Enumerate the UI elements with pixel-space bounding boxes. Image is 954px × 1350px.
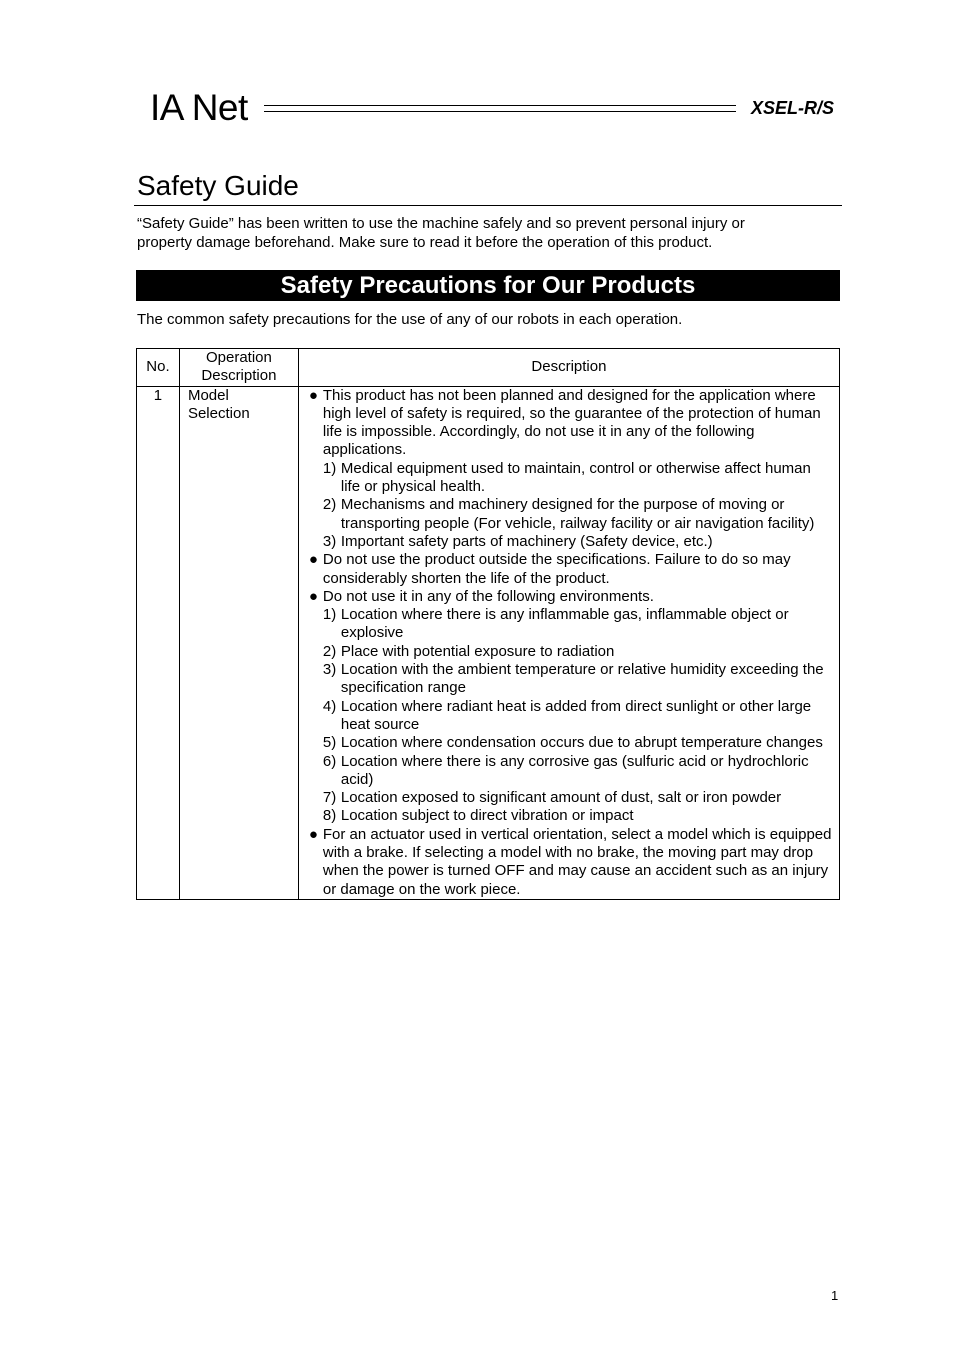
intro-paragraph <box>137 214 837 252</box>
item-text: Location where there is any corrosive gas (sulfuric acid or hydrochloric acid) <box>340 752 809 788</box>
item-number: 8) <box>322 807 337 825</box>
operation-line: Model <box>187 386 229 404</box>
row-number: 1 <box>137 386 180 899</box>
item-text: Location where radiant heat is added from direct sunlight or other large heat source <box>340 697 812 733</box>
header-description: Description <box>298 349 839 387</box>
bullet-icon: ● <box>308 587 318 605</box>
item-number: 3) <box>322 532 337 550</box>
header-operation-description <box>179 349 298 387</box>
numbered-item <box>309 698 833 735</box>
item-text: Place with potential exposure to radiation <box>340 642 615 660</box>
bullet-icon: ● <box>308 386 318 404</box>
header-op-line: Operation <box>205 349 272 366</box>
header-no: No. <box>137 349 180 387</box>
row-operation <box>179 386 298 899</box>
page-header <box>150 86 834 130</box>
table-row <box>137 386 840 899</box>
item-number: 2) <box>322 496 337 514</box>
item-number: 7) <box>322 789 337 807</box>
item-text: Location where there is any inflammable gas, inflammable object or explosive <box>340 606 789 642</box>
bullet-text: This product has not been planned and designed for the application where high level of safety is required, so the guarantee of the protection of human life is impossible. Accordingly, do not use it in any of the following applications. <box>322 386 821 459</box>
item-text: Location exposed to significant amount of dust, salt or iron powder <box>340 789 782 807</box>
bullet-text: Do not use it in any of the following environments. <box>322 587 654 605</box>
item-number: 4) <box>322 697 337 715</box>
model-name: XSEL-R/S <box>750 98 834 118</box>
item-number: 1) <box>322 459 337 477</box>
common-precautions-text: The common safety precautions for the use of any of our robots in each operation. <box>137 311 683 328</box>
section-title: Safety Guide <box>137 170 299 201</box>
numbered-item <box>309 643 833 661</box>
bullet-icon: ● <box>308 551 318 569</box>
intro-line: “Safety Guide” has been written to use the machine safely and so prevent personal injury or <box>137 215 745 232</box>
item-text: Location subject to direct vibration or impact <box>340 807 634 825</box>
bullet-item <box>309 826 833 899</box>
numbered-item <box>309 661 833 698</box>
numbered-item <box>309 460 833 497</box>
bullet-text: Do not use the product outside the specifications. Failure to do so may considerably shorten the life of the product. <box>322 551 791 587</box>
intro-line: property damage beforehand. Make sure to read it before the operation of this product. <box>137 234 713 251</box>
numbered-item <box>309 533 833 551</box>
operation-line: Selection <box>187 404 250 422</box>
numbered-item <box>309 807 833 825</box>
item-text: Mechanisms and machinery designed for the purpose of moving or transporting people (For vehicle, railway facility or air navigation facility) <box>340 496 815 532</box>
item-text: Important safety parts of machinery (Safety device, etc.) <box>340 532 713 550</box>
numbered-item <box>309 496 833 533</box>
item-number: 5) <box>322 734 337 752</box>
item-number: 1) <box>322 606 337 624</box>
item-number: 2) <box>322 642 337 660</box>
table-header-row <box>137 349 840 387</box>
item-number: 3) <box>322 661 337 679</box>
header-double-rule <box>264 105 736 112</box>
numbered-item <box>309 753 833 790</box>
numbered-item <box>309 789 833 807</box>
brand-title: IA Net <box>150 87 248 128</box>
item-text: Location where condensation occurs due to abrupt temperature changes <box>340 734 823 752</box>
item-number: 6) <box>322 752 337 770</box>
page-number: 1 <box>831 1288 839 1303</box>
bullet-text: For an actuator used in vertical orientation, select a model which is equipped with a brake. If selecting a model with no brake, the moving part may drop when the power is turned OFF and may cause an accident such as an injury or damage on the work piece. <box>322 825 832 898</box>
item-text: Medical equipment used to maintain, control or otherwise affect human life or physical health. <box>340 459 811 496</box>
item-text: Location with the ambient temperature or relative humidity exceeding the specification range <box>340 661 824 697</box>
header-op-line: Description <box>201 367 277 385</box>
numbered-item <box>309 734 833 752</box>
bullet-item <box>309 551 833 588</box>
precautions-banner: Safety Precautions for Our Products <box>136 270 840 301</box>
safety-table <box>136 348 840 900</box>
bullet-icon: ● <box>308 825 318 843</box>
bullet-item <box>309 588 833 606</box>
bullet-item <box>309 387 833 460</box>
numbered-item <box>309 606 833 643</box>
section-title-underline <box>134 205 842 206</box>
row-description <box>298 386 839 899</box>
